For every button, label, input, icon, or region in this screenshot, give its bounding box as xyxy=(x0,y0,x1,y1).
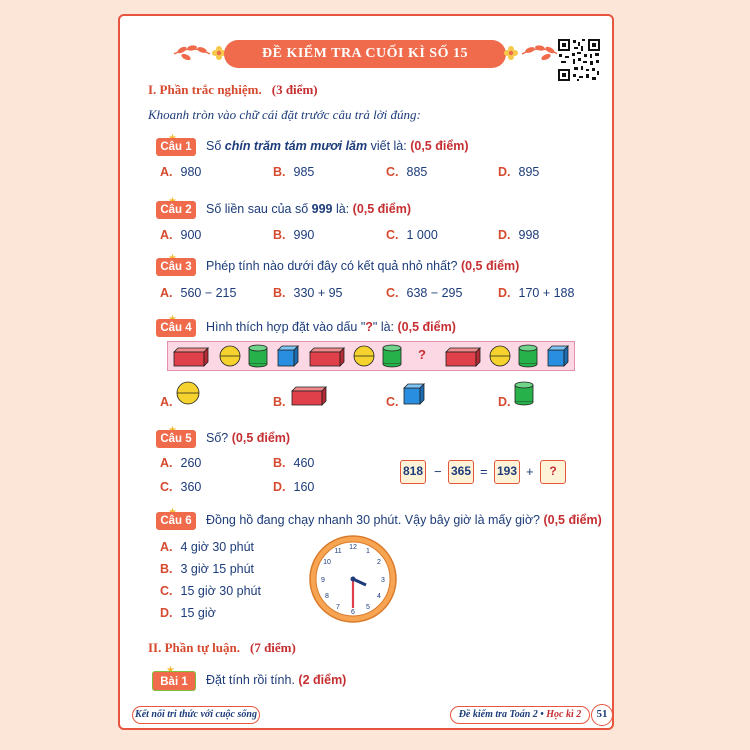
option-b[interactable] xyxy=(273,286,343,300)
option-a[interactable] xyxy=(160,165,201,179)
option-value: 998 xyxy=(518,228,540,242)
option-value: 990 xyxy=(293,228,315,242)
cube-icon xyxy=(278,346,298,366)
exercise-points: (2 điểm) xyxy=(298,673,347,687)
option-value: 985 xyxy=(293,165,315,179)
leaf-decoration-icon xyxy=(520,44,560,64)
svg-text:8: 8 xyxy=(325,593,329,600)
clock-icon xyxy=(308,534,398,624)
option-c[interactable] xyxy=(160,584,261,598)
option-a[interactable] xyxy=(160,286,236,300)
svg-text:2: 2 xyxy=(377,559,381,566)
question-text-part: Phép tính nào dưới đây có kết quả nhỏ nhất? xyxy=(206,259,458,273)
option-letter: D. xyxy=(498,395,511,409)
question-badge: Câu 2 xyxy=(156,201,196,219)
svg-text:7: 7 xyxy=(336,604,340,611)
option-value: 638 − 295 xyxy=(406,286,463,300)
option-d[interactable] xyxy=(273,480,314,494)
footer-book-name: Đề kiểm tra Toán 2 • xyxy=(458,709,547,720)
option-value: 260 xyxy=(180,456,202,470)
option-letter: C. xyxy=(386,165,399,179)
option-value: 885 xyxy=(406,165,428,179)
option-value: 895 xyxy=(518,165,540,179)
question-text-part: Đồng hồ đang chạy nhanh 30 phút. Vậy bây giờ là mấy giờ? xyxy=(206,513,540,527)
option-value: 460 xyxy=(293,456,315,470)
svg-text:12: 12 xyxy=(349,544,357,551)
option-value: 3 giờ 15 phút xyxy=(180,562,255,576)
question-text-part: Hình thích hợp đặt vào dấu " xyxy=(206,320,366,334)
cylinder-icon xyxy=(519,345,537,367)
option-letter: B. xyxy=(160,562,173,576)
part1-instruction: Khoanh tròn vào chữ cái đặt trước câu trả lời đúng: xyxy=(148,107,421,122)
option-c[interactable] xyxy=(386,165,427,179)
question-text-emphasis: 999 xyxy=(311,202,333,216)
option-letter: C. xyxy=(386,228,399,242)
question-text-part: là: xyxy=(332,202,350,216)
question-text xyxy=(206,320,456,334)
question-badge: Câu 5 xyxy=(156,430,196,448)
exercise-text-part: Đặt tính rồi tính. xyxy=(206,673,295,687)
cylinder-icon xyxy=(513,380,535,406)
option-a[interactable] xyxy=(160,540,254,554)
title-banner-group xyxy=(224,40,506,68)
option-letter: D. xyxy=(498,228,511,242)
footer-series: Kết nối tri thức với cuộc sống xyxy=(132,706,260,724)
option-letter: C. xyxy=(386,395,399,409)
question-badge: Câu 3 xyxy=(156,258,196,276)
question-text xyxy=(206,431,290,445)
question-points: (0,5 điểm) xyxy=(460,259,520,273)
svg-text:11: 11 xyxy=(334,548,342,555)
cuboid-icon xyxy=(310,348,344,366)
part1-heading xyxy=(148,82,318,98)
footer-semester: Học kì 2 xyxy=(546,709,582,720)
option-letter: A. xyxy=(160,456,173,470)
svg-text:6: 6 xyxy=(351,609,355,616)
option-d[interactable] xyxy=(498,165,539,179)
question-badge: Câu 4 xyxy=(156,319,196,337)
shape-sequence-drawing xyxy=(168,342,574,370)
option-letter: C. xyxy=(160,480,173,494)
option-c[interactable] xyxy=(160,480,201,494)
question-text xyxy=(206,139,469,153)
option-b[interactable] xyxy=(273,165,314,179)
shape-sequence xyxy=(167,341,575,371)
question-points: (0,5 điểm) xyxy=(410,139,469,153)
expression-box-b: 365 xyxy=(448,460,474,484)
svg-text:5: 5 xyxy=(366,604,370,611)
option-letter: D. xyxy=(160,606,173,620)
question-badge: Câu 6 xyxy=(156,512,196,530)
svg-text:10: 10 xyxy=(323,559,331,566)
question-text-part: Số xyxy=(206,139,225,153)
page-number: 51 xyxy=(591,704,613,726)
expression-box-a: 818 xyxy=(400,460,426,484)
footer-book-title xyxy=(450,706,590,724)
svg-text:3: 3 xyxy=(381,577,385,584)
question-badge: Câu 1 xyxy=(156,138,196,156)
cuboid-icon xyxy=(446,348,480,366)
option-a[interactable] xyxy=(160,228,201,242)
option-value: 980 xyxy=(180,165,202,179)
part2-title: II. Phần tự luận. xyxy=(148,640,240,655)
option-letter: A. xyxy=(160,395,173,409)
question-text-part: " là: xyxy=(372,320,395,334)
option-letter: D. xyxy=(498,165,511,179)
option-value: 170 + 188 xyxy=(518,286,575,300)
option-value: 160 xyxy=(293,480,315,494)
option-c[interactable] xyxy=(386,228,438,242)
expression-box-c: 193 xyxy=(494,460,520,484)
sequence-unknown-mark: ? xyxy=(418,347,426,362)
sphere-icon xyxy=(220,346,240,366)
option-b[interactable] xyxy=(273,228,314,242)
option-b[interactable] xyxy=(160,562,254,576)
option-d[interactable] xyxy=(160,606,216,620)
question-points: (0,5 điểm) xyxy=(352,202,412,216)
option-letter: B. xyxy=(273,456,286,470)
option-c[interactable] xyxy=(386,286,462,300)
option-letter: B. xyxy=(273,286,286,300)
part1-title: I. Phần trắc nghiệm. xyxy=(148,82,262,97)
option-value: 560 − 215 xyxy=(180,286,237,300)
option-letter: B. xyxy=(273,228,286,242)
option-value: 15 giờ xyxy=(180,606,216,620)
option-letter: A. xyxy=(160,286,173,300)
option-letter: C. xyxy=(160,584,173,598)
cuboid-icon xyxy=(290,384,328,406)
expression-operator: − xyxy=(434,464,442,479)
question-text xyxy=(206,513,602,527)
flower-icon xyxy=(504,46,518,60)
option-value: 360 xyxy=(180,480,202,494)
option-value: 4 giờ 30 phút xyxy=(180,540,255,554)
cylinder-icon xyxy=(383,345,401,367)
option-letter: B. xyxy=(273,165,286,179)
worksheet-page xyxy=(118,14,614,730)
qr-code-icon[interactable] xyxy=(557,38,601,82)
cylinder-icon xyxy=(249,345,267,367)
option-value: 15 giờ 30 phút xyxy=(180,584,261,598)
question-points: (0,5 điểm) xyxy=(231,431,291,445)
option-value: 1 000 xyxy=(406,228,438,242)
question-text xyxy=(206,259,519,273)
question-text-emphasis: chín trăm tám mươi lăm xyxy=(224,139,368,153)
sphere-icon xyxy=(354,346,374,366)
option-value: 900 xyxy=(180,228,202,242)
expression-operator: + xyxy=(526,464,534,479)
question-points: (0,5 điểm) xyxy=(543,513,602,527)
cube-icon xyxy=(402,382,426,406)
question-points: (0,5 điểm) xyxy=(397,320,456,334)
sphere-icon xyxy=(175,380,201,406)
leaf-decoration-icon xyxy=(172,44,212,64)
question-text-part: Số liền sau của số xyxy=(206,202,312,216)
exercise-badge: Bài 1 xyxy=(152,671,196,691)
page-title: ĐỀ KIỂM TRA CUỐI KÌ SỐ 15 xyxy=(224,40,506,68)
svg-text:4: 4 xyxy=(377,593,381,600)
option-letter: D. xyxy=(273,480,286,494)
question-text-emphasis: ? xyxy=(365,320,373,334)
part1-points: (3 điểm) xyxy=(271,82,318,97)
question-text-part: Số? xyxy=(206,431,229,445)
option-letter: A. xyxy=(160,540,173,554)
question-text xyxy=(206,202,411,216)
option-value: 330 + 95 xyxy=(293,286,343,300)
sphere-icon xyxy=(490,346,510,366)
option-letter: A. xyxy=(160,228,173,242)
option-d[interactable] xyxy=(498,228,539,242)
expression-box-unknown[interactable]: ? xyxy=(540,460,566,484)
svg-text:1: 1 xyxy=(366,548,370,555)
option-a[interactable] xyxy=(160,456,201,470)
part2-heading xyxy=(148,640,296,656)
cube-icon xyxy=(548,346,568,366)
cuboid-icon xyxy=(174,348,208,366)
option-letter: B. xyxy=(273,395,286,409)
expression-equals: = xyxy=(480,464,488,479)
exercise-text xyxy=(206,673,346,687)
svg-text:9: 9 xyxy=(321,577,325,584)
question-text-part: viết là: xyxy=(367,139,407,153)
option-b[interactable] xyxy=(273,456,314,470)
part2-points: (7 điểm) xyxy=(249,640,296,655)
option-letter: A. xyxy=(160,165,173,179)
option-letter: D. xyxy=(498,286,511,300)
option-letter: C. xyxy=(386,286,399,300)
option-d[interactable] xyxy=(498,286,574,300)
